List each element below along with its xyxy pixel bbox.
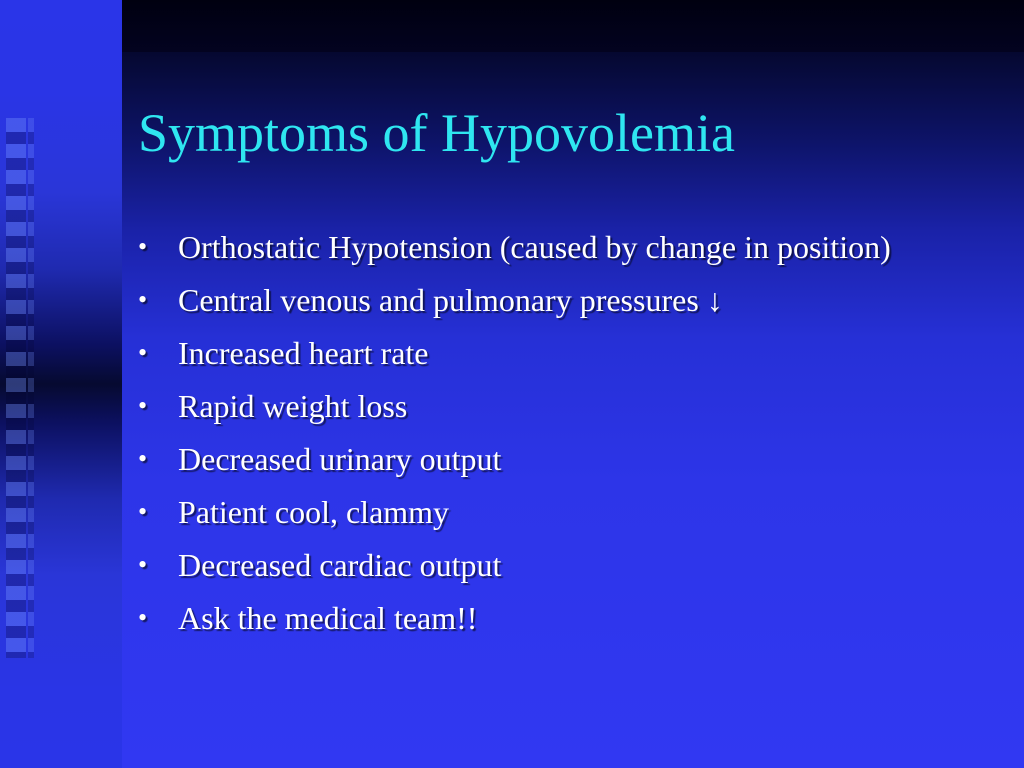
bullet-text: Increased heart rate <box>178 335 429 371</box>
bullet-icon: • <box>138 497 148 526</box>
bullet-text: Rapid weight loss <box>178 388 408 424</box>
bullet-icon: • <box>138 550 148 579</box>
bullet-text: Patient cool, clammy <box>178 494 450 530</box>
bullet-text: Ask the medical team!! <box>178 600 478 636</box>
bullet-item <box>138 332 998 374</box>
bullet-list <box>138 226 998 650</box>
top-decorative-band <box>122 0 1024 52</box>
bullet-icon: • <box>138 338 148 367</box>
decorative-square-pattern <box>6 118 26 658</box>
bullet-text: Orthostatic Hypotension (caused by change in position) <box>178 229 891 265</box>
bullet-item <box>138 385 998 427</box>
bullet-text: Decreased cardiac output <box>178 547 502 583</box>
bullet-text: Decreased urinary output <box>178 441 502 477</box>
bullet-icon: • <box>138 232 148 261</box>
bullet-item <box>138 279 998 321</box>
bullet-text: Central venous and pulmonary pressures ↓ <box>178 282 723 318</box>
bullet-item <box>138 544 998 586</box>
bullet-icon: • <box>138 391 148 420</box>
bullet-icon: • <box>138 285 148 314</box>
bullet-icon: • <box>138 603 148 632</box>
slide-title: Symptoms of Hypovolemia <box>138 103 735 163</box>
bullet-item <box>138 597 998 639</box>
decorative-square-pattern-secondary <box>28 118 34 658</box>
bullet-item <box>138 226 998 268</box>
bullet-item <box>138 438 998 480</box>
bullet-item <box>138 491 998 533</box>
bullet-icon: • <box>138 444 148 473</box>
